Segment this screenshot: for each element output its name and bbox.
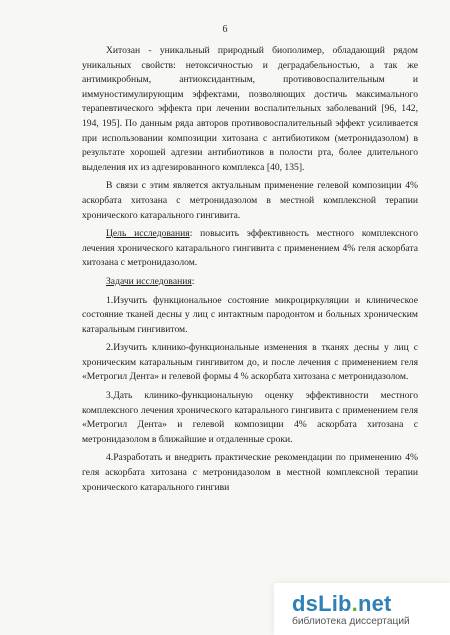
paragraph-research-goal: [82, 227, 418, 271]
research-tasks-label: Задачи исследования: [106, 275, 192, 287]
dslib-subtitle: библиотека диссертаций: [292, 616, 410, 627]
paragraph-relevance: В связи с этим является актуальным применение гелевой композиции 4% аскорбата хитозана с метронидазолом в местной комплексной терапии хронического катарального гингивита.: [82, 180, 418, 221]
task-3: 3.Дать клинико-функциональную оценку эффективности местного комплексного лечения хронического катарального гингивита с применением геля «Метрогил Дента» и гелевой композиции 4% аскорбата хитозана с метронидазолом в ближайшие и отдаленные сроки.: [82, 390, 418, 445]
dslib-watermark[interactable]: [274, 583, 450, 635]
research-tasks-colon: :: [191, 275, 195, 287]
dslib-logo-dot: .: [351, 591, 358, 616]
dslib-logo-tld: net: [357, 591, 392, 616]
task-2: 2.Изучить клинико-функциональные изменения в тканях десны у лиц с хроническим катаральным гингивитом до, и после лечения с применением геля «Метрогил Дента» и гелевой формы 4 % аскорбата хитозана с метронидазолом.: [82, 342, 418, 383]
dslib-logo-main: dsLib: [292, 591, 352, 616]
task-1: 1.Изучить функциональное состояние микроциркуляции и клиническое состояние тканей десны у лиц с интактным пародонтом и больных хроническим катаральным гингивитом.: [82, 294, 418, 335]
paragraph-research-tasks-heading: [82, 275, 418, 290]
page-number: 6: [222, 24, 228, 35]
research-goal-label: Цель исследования: [106, 228, 190, 240]
document-body: [82, 44, 418, 495]
paragraph-chitosan-intro: Хитозан - уникальный природный биополимер, обладающий рядом уникальных свойств: нетоксичностью и деградабельностью, а так же антимикробным, антиоксидантным, противовоспалительным и иммуностимулирующим эффектами, позволяющих достичь максимального терапевтического эффекта при лечении воспалительных заболеваний [96, 142, 194, 195]. По данным ряда авторов противовоспалительный эффект усиливается при использовании композиции хитозана с антибиотиком (метронидазолом) в результате хорошей адгезии антибиотиков в полости рта, более длительного выделения их из адгезированного комплекса [40, 135].: [82, 45, 418, 173]
task-4: 4.Разработать и внедрить практические рекомендации по применению 4% геля аскорбата хитозана с метронидазолом в местной комплексной терапии хронического катарального гингиви: [82, 452, 418, 493]
research-goal-text: : повысить эффективность местного комплексного лечения хронического катарального гингивита с применением 4% геля аскорбата хитозана с метронидазолом.: [82, 228, 419, 269]
dslib-logo: [292, 591, 392, 617]
